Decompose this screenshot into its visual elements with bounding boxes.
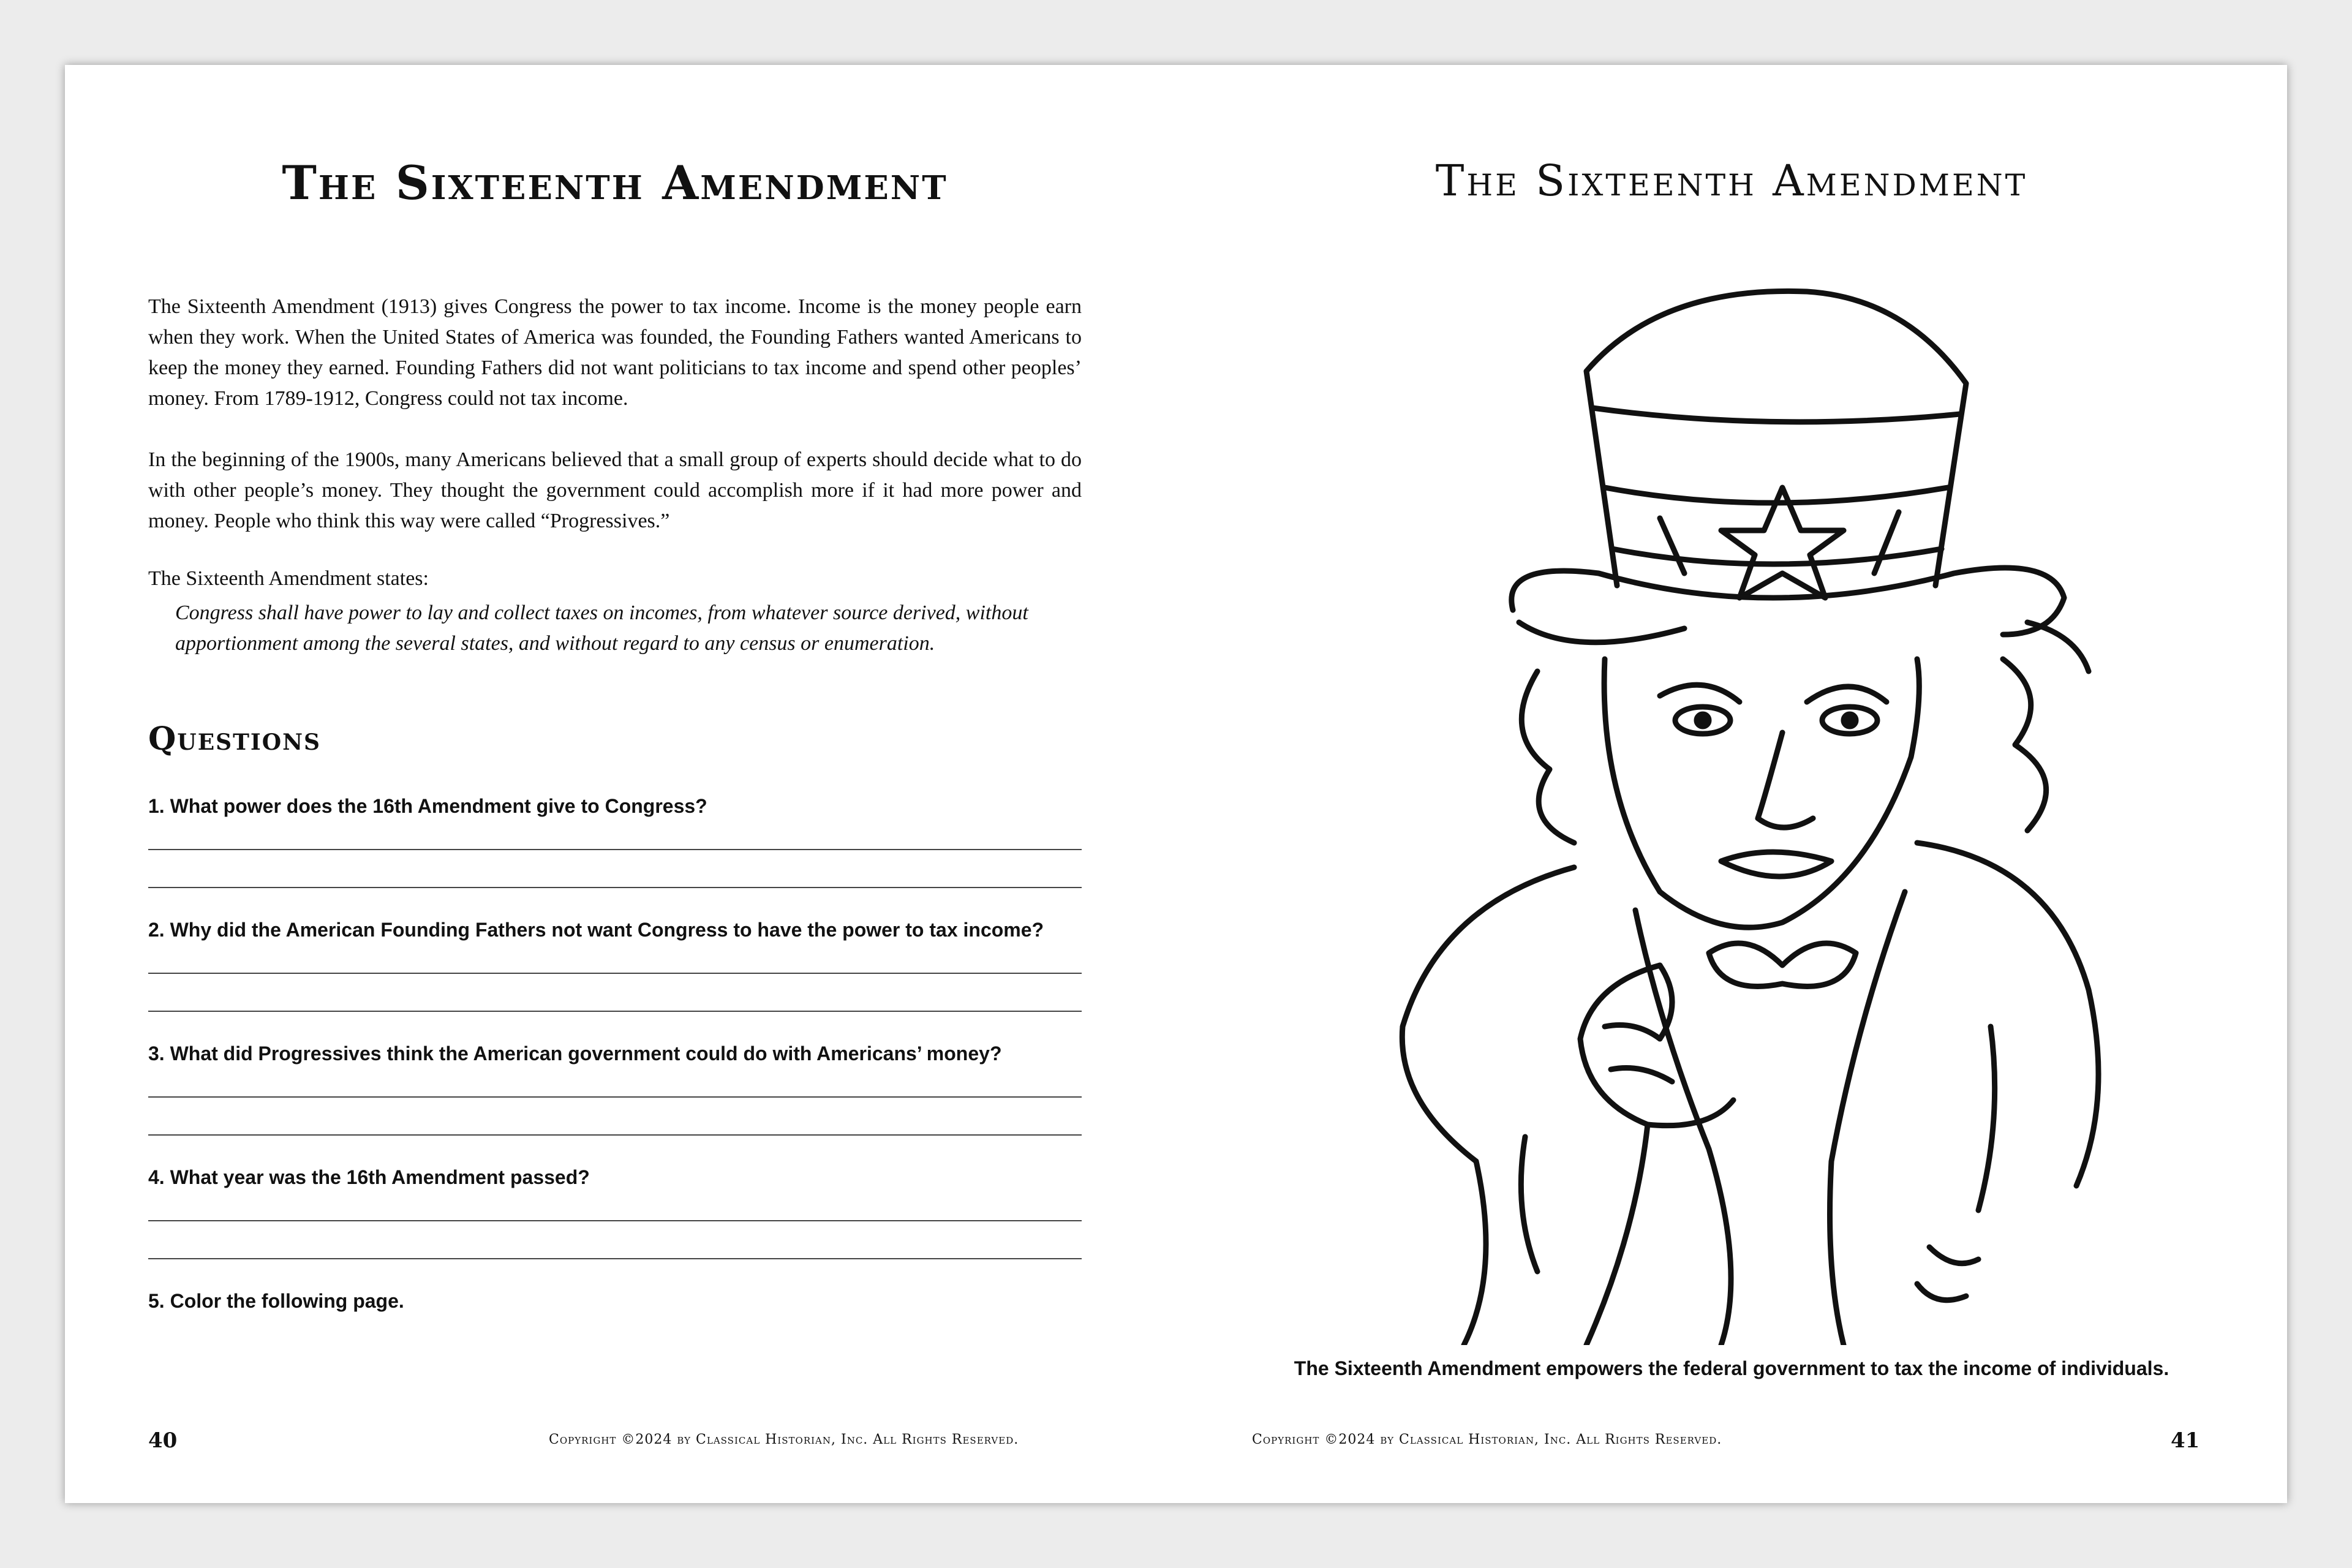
- page-title: The Sixteenth Amendment: [282, 156, 948, 210]
- illustration-caption: The Sixteenth Amendment empowers the federal government to tax the income of individuals.: [1294, 1357, 2169, 1379]
- left-page: [65, 65, 1176, 1503]
- answer-line[interactable]: [148, 973, 1082, 974]
- right-page: [1176, 65, 2287, 1503]
- answer-line[interactable]: [148, 1258, 1082, 1259]
- questions-heading: Questions: [148, 720, 322, 758]
- amendment-quote: Congress shall have power to lay and collect taxes on incomes, from whatever source derived, without apportionment among the several states, and without regard to any census or enumeration.: [175, 601, 1028, 655]
- question-1: [148, 794, 1082, 818]
- question-2: [148, 918, 1082, 942]
- copyright-notice: Copyright ©2024 by Classical Historian, Inc. All Rights Reserved.: [1252, 1432, 1722, 1447]
- page-title: The Sixteenth Amendment: [1435, 156, 2028, 206]
- question-5: [148, 1289, 1082, 1313]
- answer-line[interactable]: [148, 1220, 1082, 1221]
- question-text: 4. What year was the 16th Amendment passed?: [148, 1166, 590, 1188]
- question-text: 5. Color the following page.: [148, 1290, 404, 1312]
- answer-line[interactable]: [148, 1096, 1082, 1098]
- book-spread: [65, 65, 2287, 1503]
- answer-line[interactable]: [148, 1134, 1082, 1136]
- question-text: 3. What did Progressives think the American government could do with Americans’ money?: [148, 1042, 1002, 1065]
- intro-paragraph: The Sixteenth Amendment (1913) gives Congress the power to tax income. Income is the money people earn when they work. When the United States of America was founded, the Founding Fathers wanted Americans to keep the money they earned. Founding Fathers did not want politicians to tax income and spend other peoples’ money. From 1789-1912, Congress could not tax income.: [148, 295, 1082, 410]
- copyright-notice: Copyright ©2024 by Classical Historian, Inc. All Rights Reserved.: [549, 1432, 1019, 1447]
- question-text: 1. What power does the 16th Amendment give to Congress?: [148, 795, 707, 817]
- question-4: [148, 1165, 1082, 1189]
- answer-line[interactable]: [148, 849, 1082, 850]
- question-3: [148, 1041, 1082, 1066]
- page-number: 40: [148, 1428, 178, 1453]
- progressives-paragraph: In the beginning of the 1900s, many Americans believed that a small group of experts should decide what to do with other people’s money. They thought the government could accomplish more if it had more power and money. People who think this way were called “Progressives.”: [148, 448, 1082, 532]
- answer-line[interactable]: [148, 1011, 1082, 1012]
- page-number: 41: [2171, 1428, 2200, 1453]
- answer-line[interactable]: [148, 887, 1082, 888]
- uncle-sam-coloring-illustration: [1317, 230, 2150, 1345]
- quote-intro: The Sixteenth Amendment states:: [148, 567, 429, 590]
- question-text: 2. Why did the American Founding Fathers not want Congress to have the power to tax income?: [148, 919, 1044, 941]
